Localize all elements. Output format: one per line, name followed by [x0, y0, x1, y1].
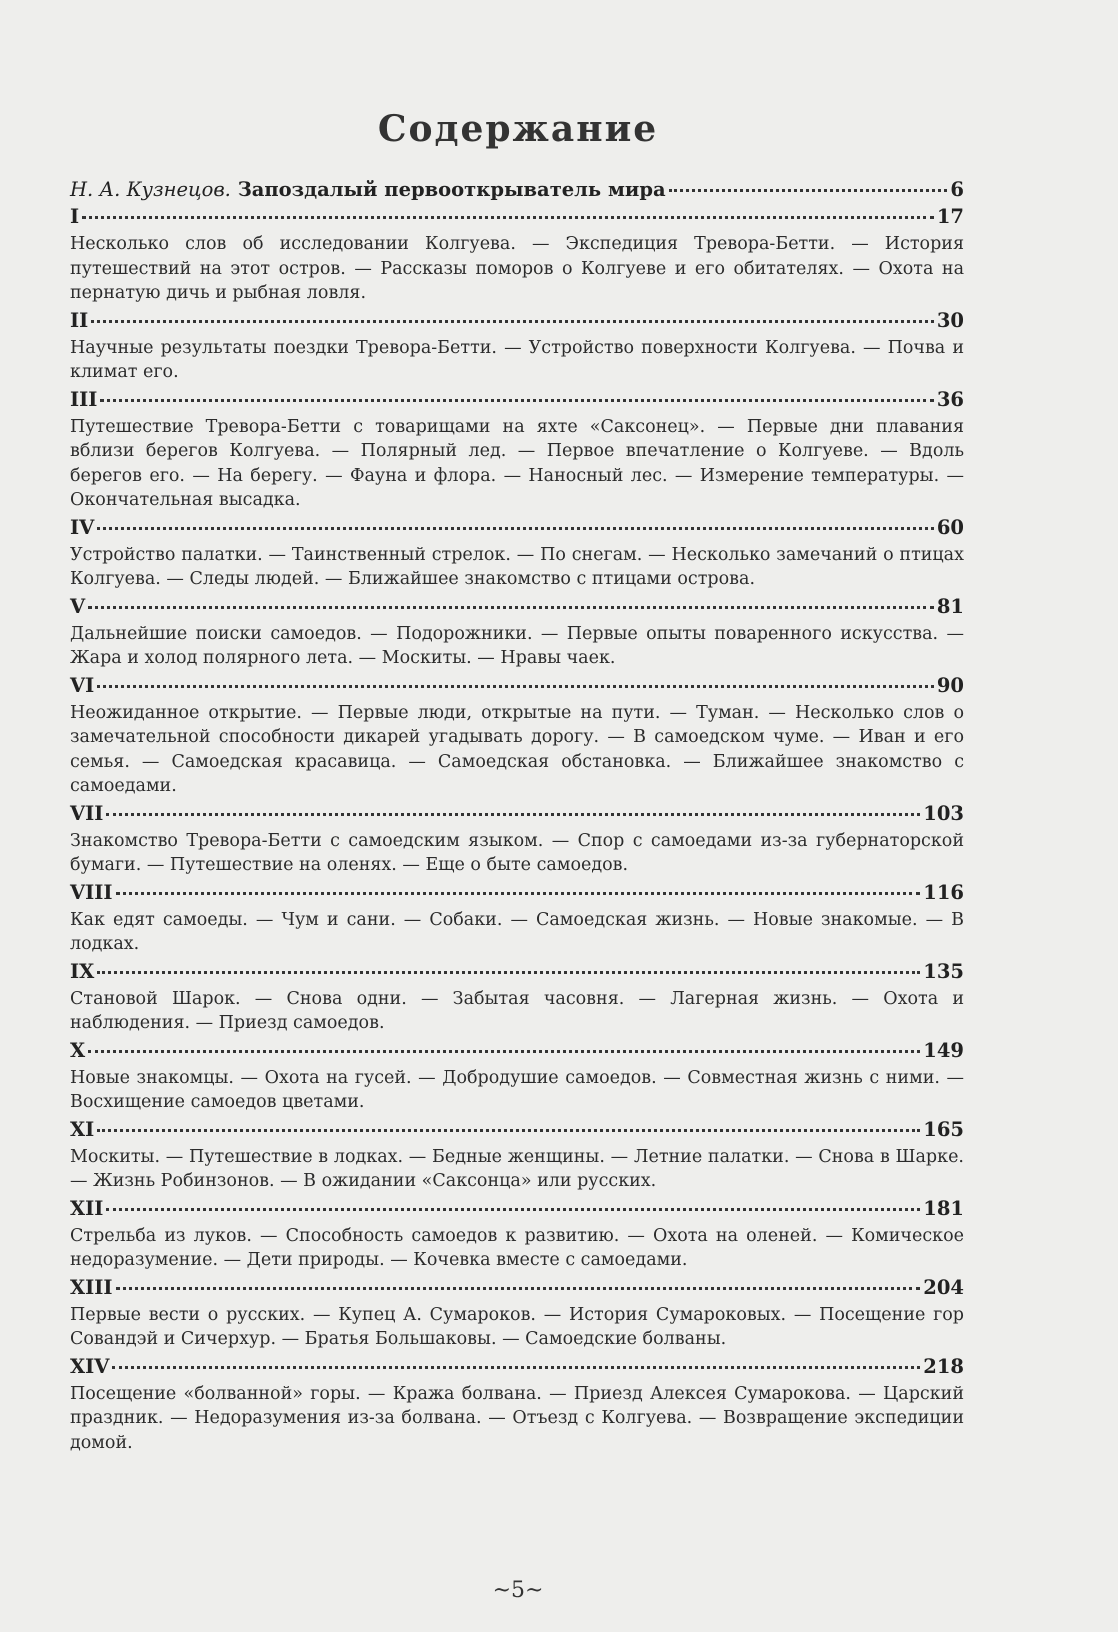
toc-entry-page-number: 149 [923, 1038, 964, 1062]
toc-entry-title [70, 674, 94, 697]
dot-leader [116, 1287, 921, 1290]
toc-entry-heading [70, 1118, 964, 1145]
toc-entry-description: Стрельба из луков. — Способность самоедов к развитию. — Охота на оленей. — Комическое недоразумение. — Дети природы. — Кочевка вместе с самоедами. [70, 1225, 964, 1270]
dot-leader [116, 892, 921, 895]
toc-entry-description: Путешествие Тревора-Бетти с товарищами на яхте «Саксонец». — Первые дни плавания вблизи берегов Колгуева. — Полярный лед. — Первое впечатление о Колгуеве. — Вдоль берегов его. — На берегу. — Фауна и флора. — Наносный лес. — Измерение температуры. — Окончательная высадка. [70, 416, 964, 510]
toc-entry-author: Н. А. Кузнецов. [70, 178, 231, 201]
toc-entry-label: VIII [70, 880, 113, 904]
toc-entry [70, 802, 964, 878]
toc-entry-title [70, 1118, 94, 1141]
toc-entry-label: V [70, 594, 86, 618]
toc-entry-title [70, 205, 79, 228]
toc-entry-page-number: 135 [923, 959, 964, 983]
toc-entry-heading [70, 1355, 964, 1382]
toc-entry-heading [70, 802, 964, 829]
dot-leader [669, 189, 948, 192]
page-title: Содержание [377, 108, 659, 150]
toc-entry-page-number: 17 [936, 205, 964, 228]
toc-entry-heading [70, 674, 964, 701]
toc-entry-label: VI [70, 673, 95, 697]
toc-entry-description: Несколько слов об исследовании Колгуева. — Экспедиция Тревора-Бетти. — История путешествий на этот остров. — Рассказы поморов о Колгуеве и его обитателях. — Охота на пернатую дичь и рыбная ловля. [70, 234, 964, 303]
toc-entry-label: XII [70, 1196, 104, 1220]
dot-leader [112, 1366, 920, 1369]
dot-leader [88, 606, 934, 609]
toc-entry-heading [70, 309, 964, 336]
toc-entry-description: Становой Шарок. — Снова одни. — Забытая часовня. — Лагерная жизнь. — Охота и наблюдения. — Приезд самоедов. [70, 988, 964, 1033]
toc-entry-description: Первые вести о русских. — Купец А. Сумароков. — История Сумароковых. — Посещение гор Совандэй и Сичерхур. — Братья Большаковы. — Самоедские болваны. [70, 1304, 964, 1349]
toc-entry-heading [70, 881, 964, 908]
toc-entry-label: I [70, 205, 80, 228]
toc-entry-title [70, 309, 88, 332]
dot-leader [97, 527, 934, 530]
toc-entry [70, 205, 964, 306]
toc-entry-description: Посещение «болванной» горы. — Кража болвана. — Приезд Алексея Сумарокова. — Царский праздник. — Недоразумения из-за болвана. — Отъезд с Колгуева. — Возвращение экспедиции домой. [70, 1383, 964, 1453]
toc-entry-label: VII [70, 801, 104, 825]
toc-entry-page-number: 165 [923, 1117, 964, 1141]
toc-entry-page-number: 116 [923, 880, 964, 904]
toc-entry-description: Новые знакомцы. — Охота на гусей. — Добродушие самоедов. — Совместная жизнь с ними. — Восхищение самоедов цветами. [70, 1067, 964, 1112]
toc-entry-page-number: 204 [923, 1275, 964, 1299]
toc-entry-page-number: 60 [936, 515, 964, 539]
toc-entry-label: X [70, 1038, 86, 1062]
toc-entry-heading [70, 205, 964, 232]
toc-entry-title [70, 881, 113, 904]
dot-leader [100, 399, 933, 402]
toc-entry-label: IV [70, 515, 95, 539]
toc-entry-description: Научные результаты поездки Тревора-Бетти. — Устройство поверхности Колгуева. — Почва и климат его. [70, 337, 964, 382]
toc-entry-title [70, 388, 97, 411]
toc-entry-title [70, 1355, 109, 1378]
toc-entry-heading [70, 1197, 964, 1224]
dot-leader [97, 685, 934, 688]
toc-entry-label: XIV [70, 1354, 110, 1378]
toc-entry-page-number: 103 [923, 801, 964, 825]
toc-entry-heading [70, 178, 964, 205]
toc-entry-page-number: 90 [936, 673, 964, 697]
toc-entry-title [70, 1276, 113, 1299]
dot-leader [106, 813, 920, 816]
toc-entry [70, 595, 964, 671]
toc-entry-page-number: 181 [923, 1196, 964, 1220]
toc-entry-label: III [70, 387, 98, 411]
toc-entry [70, 1118, 964, 1194]
toc-entry-heading [70, 1039, 964, 1066]
toc-entry-description: Устройство палатки. — Таинственный стрелок. — По снегам. — Несколько замечаний о птицах Колгуева. — Следы людей. — Ближайшее знакомство с птицами острова. [70, 544, 964, 589]
toc-entry-label: XIII [70, 1275, 113, 1299]
toc-entry-label: Запоздалый первооткрыватель мира [237, 178, 666, 201]
toc-entry-heading [70, 516, 964, 543]
dot-leader [106, 1208, 920, 1211]
toc-entry [70, 178, 964, 205]
toc-entry-label: XI [70, 1117, 95, 1141]
toc-entry-title [70, 178, 666, 201]
toc-entry-page-number: 6 [950, 178, 964, 201]
toc-entry-title [70, 960, 94, 983]
toc-entry-title [70, 802, 103, 825]
toc-entry-description: Москиты. — Путешествие в лодках. — Бедные женщины. — Летние палатки. — Снова в Шарке. — Жизнь Робинзонов. — В ожидании «Саксонца» или русских. [70, 1146, 964, 1191]
toc-entry-heading [70, 388, 964, 415]
toc-entry-page-number: 218 [923, 1354, 964, 1378]
toc-entry [70, 1355, 964, 1456]
dot-leader [82, 216, 934, 219]
toc-entry [70, 388, 964, 513]
toc-entry [70, 309, 964, 385]
toc-entry-description: Знакомство Тревора-Бетти с самоедским языком. — Спор с самоедами из-за губернаторской бумаги. — Путешествие на оленях. — Еще о быте самоедов. [70, 830, 964, 875]
toc-entry-heading [70, 1276, 964, 1303]
dot-leader [97, 971, 920, 974]
toc-entry-heading [70, 960, 964, 987]
toc-entry-title [70, 595, 85, 618]
page-number: ~5~ [492, 1578, 544, 1603]
toc-entry-title [70, 516, 94, 539]
toc-entry-label: II [70, 308, 89, 332]
toc-entry-page-number: 30 [936, 308, 964, 332]
toc-entry-description: Как едят самоеды. — Чум и сани. — Собаки. — Самоедская жизнь. — Новые знакомые. — В лодках. [70, 909, 964, 954]
toc-entry [70, 674, 964, 799]
toc-entry-title [70, 1197, 103, 1220]
toc-entry-title [70, 1039, 85, 1062]
dot-leader [97, 1129, 920, 1132]
toc-entry [70, 1276, 964, 1352]
toc-entry-page-number: 36 [936, 387, 964, 411]
toc-entry [70, 881, 964, 957]
dot-leader [91, 320, 934, 323]
toc-entry-description: Неожиданное открытие. — Первые люди, открытые на пути. — Туман. — Несколько слов о замечательной способности дикарей угадывать дорогу. — В самоедском чуме. — Иван и его семья. — Самоедская красавица. — Самоедская обстановка. — Ближайшее знакомство с самоедами. [70, 702, 964, 796]
dot-leader [88, 1050, 920, 1053]
toc-entry [70, 1039, 964, 1115]
table-of-contents [70, 178, 964, 1458]
toc-entry-heading [70, 595, 964, 622]
toc-entry-page-number: 81 [936, 594, 964, 618]
toc-entry [70, 516, 964, 592]
toc-entry [70, 960, 964, 1036]
toc-entry-description: Дальнейшие поиски самоедов. — Подорожники. — Первые опыты поваренного искусства. — Жара и холод полярного лета. — Москиты. — Нравы чаек. [70, 623, 964, 668]
toc-entry [70, 1197, 964, 1273]
toc-entry-label: IX [70, 959, 95, 983]
